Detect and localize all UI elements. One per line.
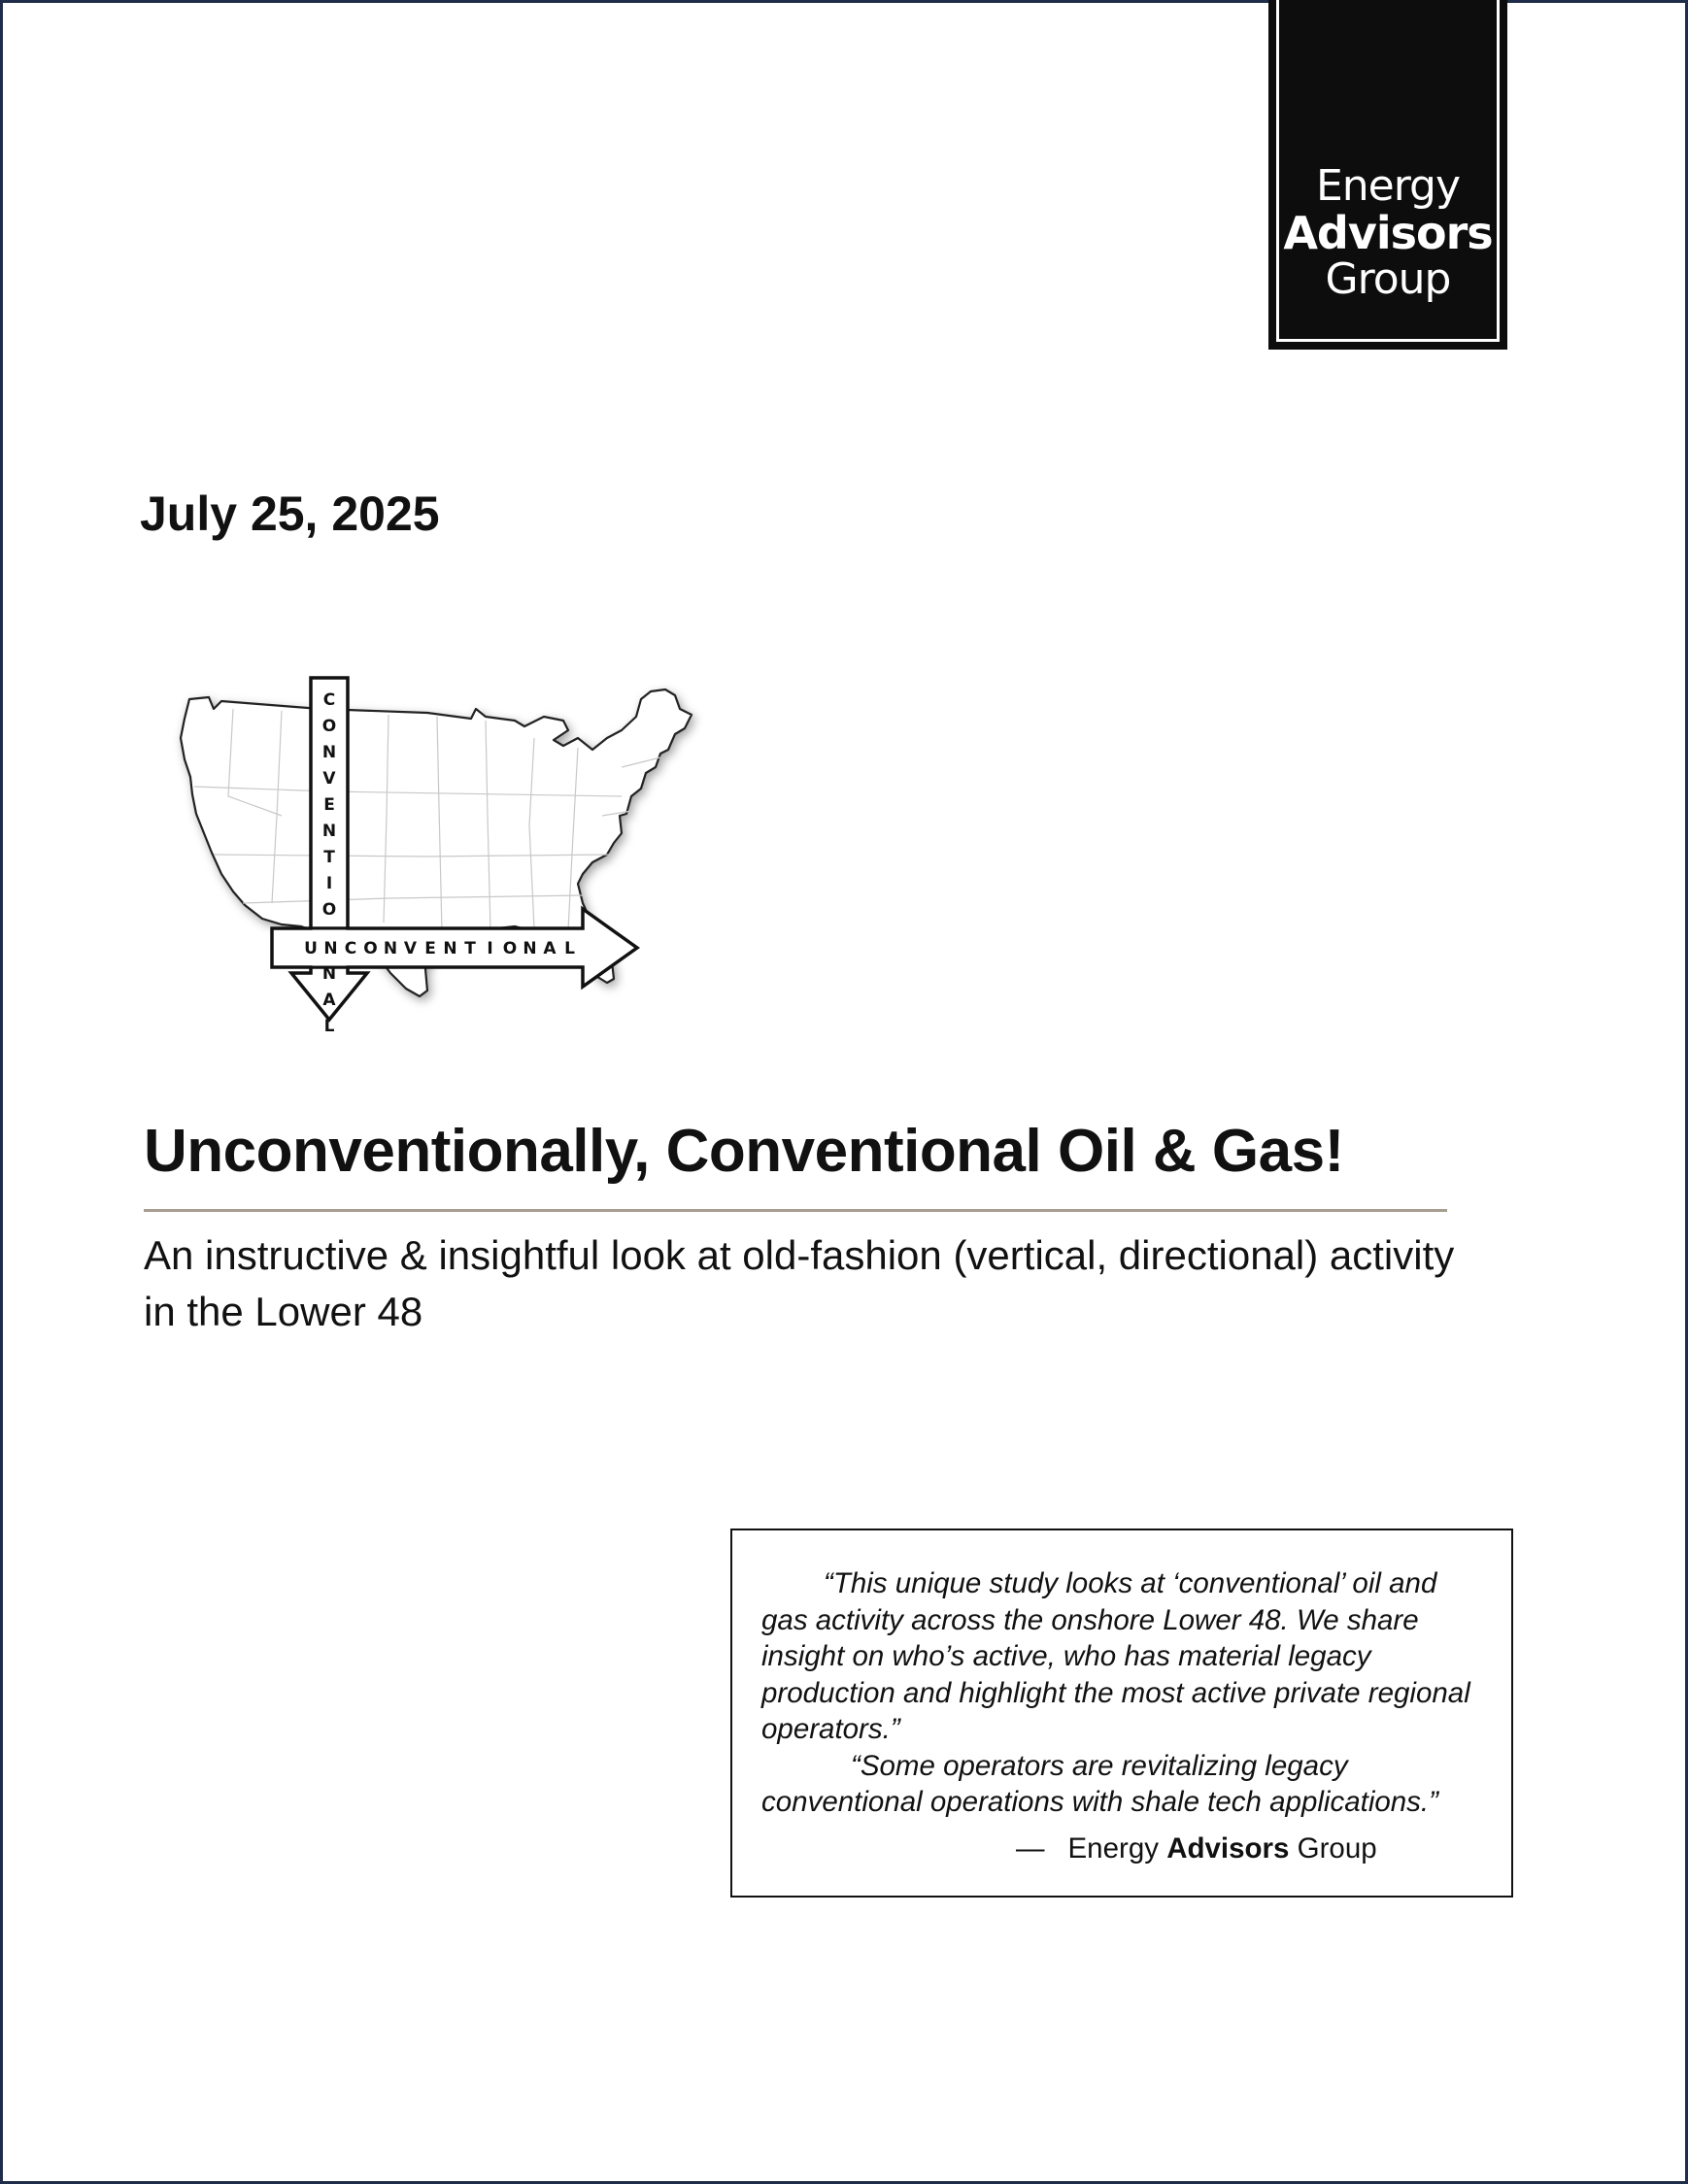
horizontal-letter: L: [564, 939, 575, 958]
vertical-letter: N: [321, 822, 337, 841]
attribution-energy: Energy: [1067, 1831, 1159, 1865]
attribution-dash: —: [1016, 1831, 1045, 1865]
report-title: Unconventionally, Conventional Oil & Gas!: [144, 1118, 1344, 1185]
horizontal-letter: N: [323, 939, 338, 958]
logo-line-group: Group: [1325, 254, 1451, 304]
horizontal-letter: N: [523, 939, 537, 958]
logo-line-energy: Energy: [1315, 161, 1461, 211]
horizontal-letter: O: [502, 939, 518, 958]
logo-line-advisors: Advisors: [1283, 207, 1493, 259]
quote-box: [730, 1529, 1513, 1898]
quote-paragraph-1: “This unique study looks at ‘conventional’ oil and gas activity across the onshore Lower 48. We share insight on who’s active, who has material legacy production and highlight the most active private regional operators.”: [761, 1567, 1470, 1745]
horizontal-letter: I: [487, 939, 493, 958]
horizontal-letter: V: [403, 939, 418, 958]
us-map-illustration: [136, 670, 777, 1097]
vertical-letter: N: [321, 964, 337, 984]
vertical-letter: A: [322, 991, 336, 1010]
vertical-letter: O: [321, 900, 337, 920]
vertical-letter: T: [323, 848, 335, 867]
horizontal-letter: C: [344, 939, 357, 958]
horizontal-letter: U: [304, 939, 318, 958]
horizontal-letter: A: [543, 939, 557, 958]
quote-paragraph-2: “Some operators are revitalizing legacy conventional operations with shale tech applications.”: [761, 1749, 1438, 1818]
quote-attribution: [761, 1831, 1482, 1867]
report-date: July 25, 2025: [140, 487, 440, 541]
vertical-letter: I: [325, 874, 333, 893]
energy-advisors-group-logo: [1268, 0, 1507, 350]
attribution-advisors: Advisors: [1166, 1831, 1290, 1865]
horizontal-letter: T: [464, 939, 476, 958]
title-divider: [144, 1209, 1447, 1212]
vertical-letter: V: [322, 769, 336, 789]
vertical-letter: L: [323, 1017, 335, 1036]
vertical-letter: C: [322, 690, 336, 710]
logo-text: [1268, 163, 1507, 303]
horizontal-letter: N: [383, 939, 398, 958]
attribution-group: Group: [1297, 1831, 1377, 1865]
us-map-arrows-graphic: [136, 670, 777, 1097]
report-subtitle: An instructive & insightful look at old-fashion (vertical, directional) activity in the Lower 48: [144, 1232, 1455, 1334]
horizontal-letter: O: [363, 939, 378, 958]
vertical-letter: O: [321, 717, 337, 736]
horizontal-letter: N: [443, 939, 457, 958]
vertical-letter: E: [323, 795, 335, 815]
vertical-letter: N: [321, 743, 337, 762]
horizontal-letter: E: [424, 939, 436, 958]
